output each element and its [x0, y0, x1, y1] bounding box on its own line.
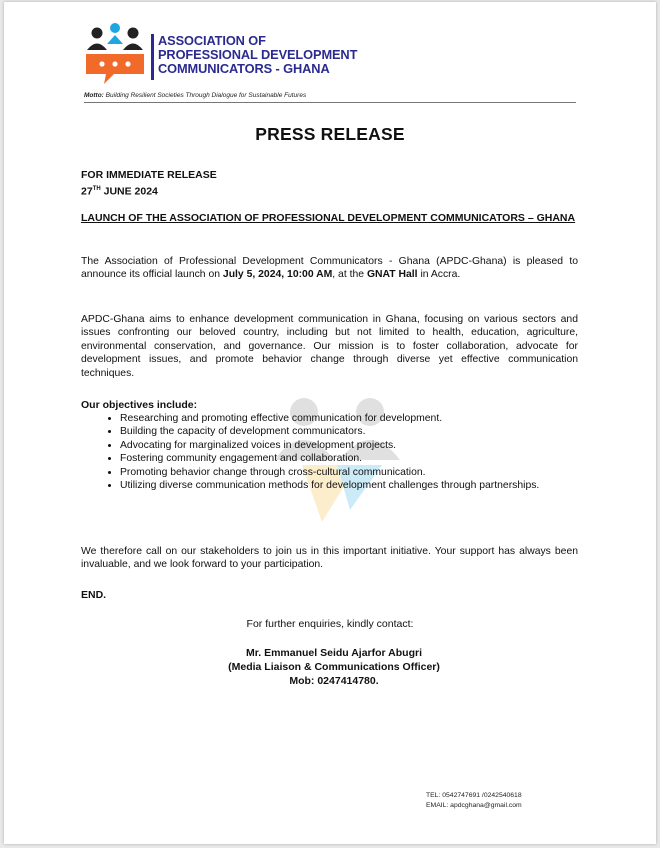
list-item: • Fostering community engagement and collaboration. [120, 452, 578, 465]
date-rest: JUNE 2024 [100, 185, 158, 198]
press-release-page [4, 2, 656, 844]
closing-paragraph: We therefore call on our stakeholders to join us in this important initiative. Your support has always been invaluable, and we look forward to your participation. [81, 546, 578, 571]
list-item: • Advocating for marginalized voices in development projects. [120, 439, 578, 452]
letterhead [84, 22, 364, 92]
release-date [81, 182, 217, 199]
apdc-logo-icon [84, 22, 146, 86]
motto [84, 92, 306, 99]
org-name-line1: ASSOCIATION OF [158, 33, 266, 48]
motto-label: Motto: [84, 92, 104, 99]
subject-heading: LAUNCH OF THE ASSOCIATION OF PROFESSIONAL DEVELOPMENT COMMUNICATORS – GHANA [81, 212, 576, 224]
launch-date: July 5, 2024, 10:00 AM [222, 269, 333, 281]
organization-name [158, 34, 357, 76]
enquiries-line: For further enquiries, kindly contact: [246, 618, 414, 630]
list-item: • Researching and promoting effective communication for development. [120, 412, 578, 425]
org-name-line2: PROFESSIONAL DEVELOPMENT [158, 47, 358, 62]
contact-mobile: Mob: 0247414780. [289, 675, 379, 687]
motto-text: Building Resilient Societies Through Dialogue for Sustainable Futures [105, 92, 307, 99]
para1-text-2: , at the [332, 269, 367, 281]
page-title: PRESS RELEASE [255, 124, 405, 144]
contact-name: Mr. Emmanuel Seidu Ajarfor Abugri [246, 647, 422, 659]
header-rule [84, 102, 576, 103]
list-item: • Building the capacity of development communicators. [120, 425, 578, 438]
para1-text: The Association of Professional Development Communicators - Ghana (APDC-Ghana) is pleased to announce its official launch on [81, 256, 578, 281]
mission-paragraph: APDC-Ghana aims to enhance development communication in Ghana, focusing on various sectors and issues confronting our beloved country, including but not limited to health, education, agriculture, environmental conservation, and governance. Our mission is to foster collaboration, advocate for development issues, and promote behavior change through diverse yet effective communication techniques. [81, 314, 578, 379]
para1-text-3: in Accra. [417, 269, 461, 281]
contact-block [4, 646, 656, 688]
launch-venue: GNAT Hall [366, 269, 418, 281]
logo-divider [151, 34, 154, 80]
list-item: • Promoting behavior change through cross-cultural communication. [120, 466, 578, 479]
objectives-heading: Our objectives include: [81, 399, 198, 411]
footer-tel: TEL: 0542747691 /0242540618 [426, 792, 522, 799]
date-suffix: TH [92, 186, 101, 192]
org-name-line3: COMMUNICATORS - GHANA [158, 61, 330, 76]
footer-email: EMAIL: apdcghana@gmail.com [426, 802, 522, 809]
end-marker: END. [81, 589, 107, 601]
contact-role: (Media Liaison & Communications Officer) [228, 661, 440, 673]
list-item: • Utilizing diverse communication methods for development challenges through partnerships. [120, 479, 578, 492]
objectives-list [81, 412, 578, 492]
release-line: FOR IMMEDIATE RELEASE [81, 169, 217, 181]
date-day: 27 [81, 185, 93, 198]
footer-contact [426, 791, 522, 811]
announcement-paragraph [81, 255, 578, 282]
release-header [81, 168, 217, 199]
